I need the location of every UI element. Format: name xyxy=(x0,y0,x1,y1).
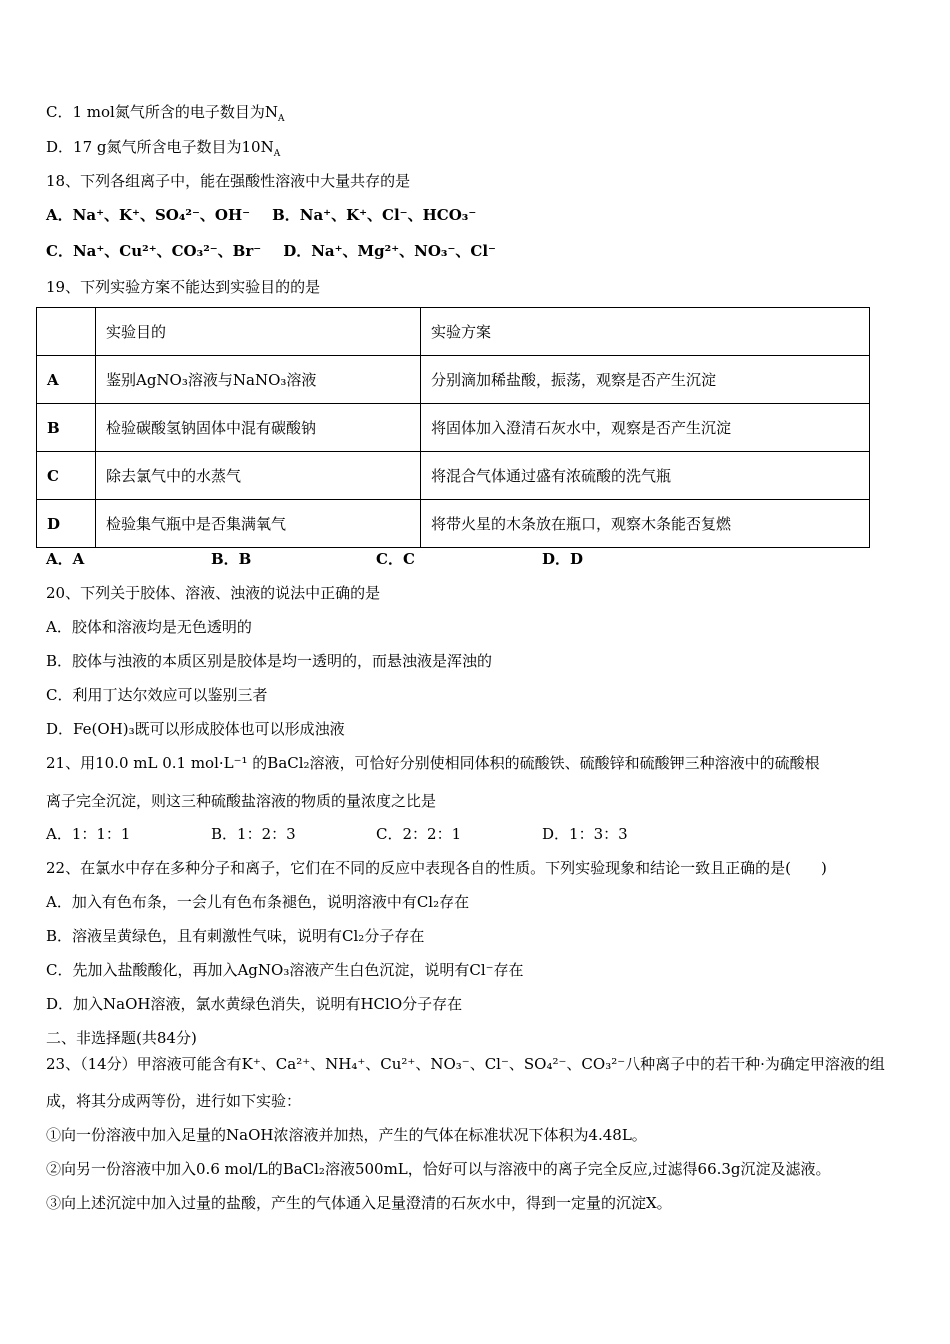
q22-option-b: B．溶液呈黄绿色，且有刺激性气味，说明有Cl₂分子存在 xyxy=(46,927,425,945)
row-label: A xyxy=(37,356,96,404)
row-scheme: 将混合气体通过盛有浓硫酸的洗气瓶 xyxy=(421,452,870,500)
q19-stem: 19、下列实验方案不能达到实验目的的是 xyxy=(46,278,321,296)
row-purpose: 检验碳酸氢钠固体中混有碳酸钠 xyxy=(96,404,421,452)
q20-option-c: C．利用丁达尔效应可以鉴别三者 xyxy=(46,686,268,704)
q20-stem: 20、下列关于胶体、溶液、浊液的说法中正确的是 xyxy=(46,584,381,602)
q21-stem-line2: 离子完全沉淀，则这三种硫酸盐溶液的物质的量浓度之比是 xyxy=(46,792,437,810)
q20-option-d: D．Fe(OH)₃既可以形成胶体也可以形成浊液 xyxy=(46,720,345,738)
q19-option-b: B．B xyxy=(211,550,252,568)
q19-table xyxy=(36,307,870,548)
section-2-heading: 二、非选择题(共84分) xyxy=(46,1029,197,1047)
q19-option-c: C．C xyxy=(376,550,415,568)
table-header-row xyxy=(37,308,870,356)
q22-option-d: D．加入NaOH溶液，氯水黄绿色消失，说明有HClO分子存在 xyxy=(46,995,463,1013)
q17-option-d-text: D．17 g氮气所含电子数目为10N xyxy=(46,138,274,156)
q23-step-3: ③向上述沉淀中加入过量的盐酸，产生的气体通入足量澄清的石灰水中，得到一定量的沉淀X。 xyxy=(46,1194,672,1212)
q23-stem-line2: 成，将其分成两等份，进行如下实验： xyxy=(46,1092,302,1110)
q23-step-1: ①向一份溶液中加入足量的NaOH浓溶液并加热，产生的气体在标准状况下体积为4.48L。 xyxy=(46,1126,647,1144)
q21-stem-line1: 21、用10.0 mL 0.1 mol·L⁻¹ 的BaCl₂溶液，可恰好分别使相同体积的硫酸铁、硫酸锌和硫酸钾三种溶液中的硫酸根 xyxy=(46,754,820,772)
q21-option-a: A．1：1：1 xyxy=(46,825,131,843)
q18-option-b: B．Na⁺、K⁺、Cl⁻、HCO₃⁻ xyxy=(272,206,477,224)
row-purpose: 检验集气瓶中是否集满氧气 xyxy=(96,500,421,548)
q21-option-d: D．1：3：3 xyxy=(542,825,628,843)
q18-stem: 18、下列各组离子中，能在强酸性溶液中大量共存的是 xyxy=(46,172,411,190)
q19-option-a: A．A xyxy=(46,550,85,568)
table-row xyxy=(37,452,870,500)
q23-step-2: ②向另一份溶液中加入0.6 mol/L的BaCl₂溶液500mL，恰好可以与溶液中的离子完全反应,过滤得66.3g沉淀及滤液。 xyxy=(46,1160,831,1178)
q18-options-cd xyxy=(46,240,496,262)
q21-option-b: B．1：2：3 xyxy=(211,825,296,843)
q17-option-c-text: C．1 mol氮气所含的电子数目为N xyxy=(46,103,278,121)
row-label: D xyxy=(37,500,96,548)
q18-option-a: A．Na⁺、K⁺、SO₄²⁻、OH⁻ xyxy=(46,206,251,224)
q17-option-d-sub: A xyxy=(273,149,281,159)
table-row xyxy=(37,404,870,452)
q17-option-c-sub: A xyxy=(277,114,285,124)
table-row xyxy=(37,356,870,404)
q17-option-c xyxy=(46,101,284,130)
q21-option-c: C．2：2：1 xyxy=(376,825,462,843)
q18-option-d: D．Na⁺、Mg²⁺、NO₃⁻、Cl⁻ xyxy=(283,242,496,260)
row-scheme: 将固体加入澄清石灰水中，观察是否产生沉淀 xyxy=(421,404,870,452)
header-cell-purpose: 实验目的 xyxy=(96,308,421,356)
row-scheme: 将带火星的木条放在瓶口，观察木条能否复燃 xyxy=(421,500,870,548)
row-label: B xyxy=(37,404,96,452)
q20-option-a: A．胶体和溶液均是无色透明的 xyxy=(46,618,252,636)
q18-option-c: C．Na⁺、Cu²⁺、CO₃²⁻、Br⁻ xyxy=(46,242,262,260)
row-label: C xyxy=(37,452,96,500)
header-cell-blank xyxy=(37,308,96,356)
row-purpose: 除去氯气中的水蒸气 xyxy=(96,452,421,500)
q22-option-a: A．加入有色布条，一会儿有色布条褪色，说明溶液中有Cl₂存在 xyxy=(46,893,470,911)
q18-options-ab xyxy=(46,204,476,226)
table-row xyxy=(37,500,870,548)
header-cell-scheme: 实验方案 xyxy=(421,308,870,356)
q22-option-c: C．先加入盐酸酸化，再加入AgNO₃溶液产生白色沉淀，说明有Cl⁻存在 xyxy=(46,961,524,979)
q19-option-d: D．D xyxy=(542,550,584,568)
row-scheme: 分别滴加稀盐酸，振荡，观察是否产生沉淀 xyxy=(421,356,870,404)
q23-stem-line1: 23、（14分）甲溶液可能含有K⁺、Ca²⁺、NH₄⁺、Cu²⁺、NO₃⁻、Cl⁻、SO₄²⁻、CO₃²⁻八种离子中的若干种·为确定甲溶液的组 xyxy=(46,1055,885,1073)
q22-stem: 22、在氯水中存在多种分子和离子，它们在不同的反应中表现各自的性质。下列实验现象和结论一致且正确的是( ) xyxy=(46,859,827,877)
q17-option-d xyxy=(46,136,280,165)
row-purpose: 鉴别AgNO₃溶液与NaNO₃溶液 xyxy=(96,356,421,404)
q20-option-b: B．胶体与浊液的本质区别是胶体是均一透明的，而悬浊液是浑浊的 xyxy=(46,652,493,670)
